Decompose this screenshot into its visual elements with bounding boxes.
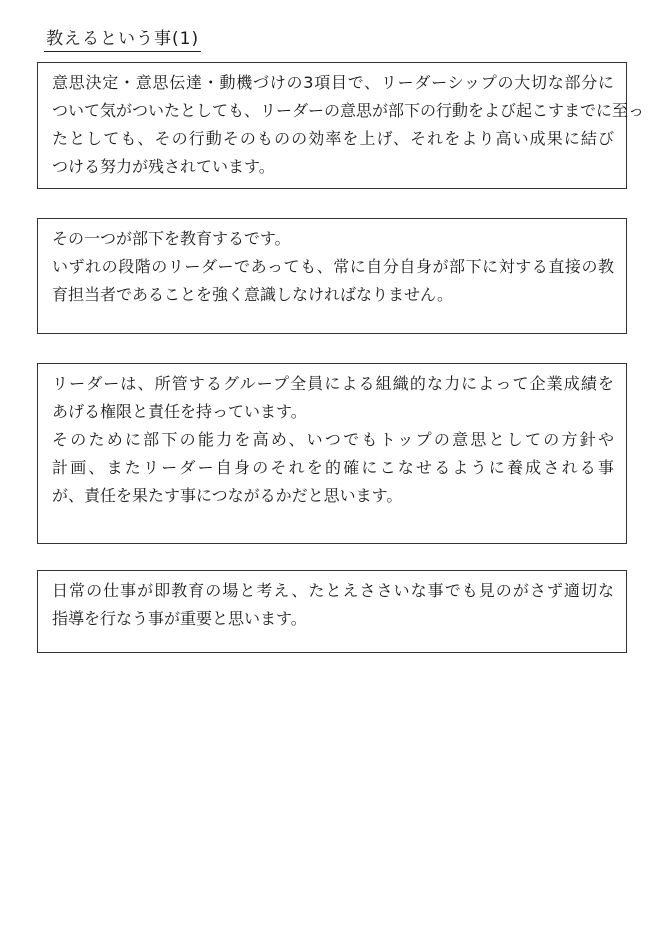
text-line: 計画、またリーダー自身のそれを的確にこなせるように養成される事 — [52, 458, 614, 477]
text-box-2 — [37, 218, 627, 334]
text-box-1 — [37, 62, 645, 189]
text-line: が、責任を果たす事につながるかだと思います。 — [52, 486, 403, 505]
text-line: 育担当者であることを強く意識しなければなりません。 — [52, 285, 453, 304]
text-line: いずれの段階のリーダーであっても、常に自分自身が部下に対する直接の教 — [52, 257, 614, 276]
text-line: 日常の仕事が即教育の場と考え、たとえささいな事でも見のがさず適切な — [52, 581, 614, 600]
text-line: 意思決定・意思伝達・動機づけの3項目で、リーダーシップの大切な部分に — [52, 73, 614, 92]
text-box-3 — [37, 363, 627, 544]
text-line: ついて気がついたとしても、リーダーの意思が部下の行動をよび起こすまでに至っ — [52, 101, 645, 120]
text-line: つける努力が残されています。 — [52, 157, 275, 176]
text-line: 指導を行なう事が重要と思います。 — [52, 609, 307, 628]
text-box-4 — [37, 570, 627, 653]
text-line: あげる権限と責任を持っています。 — [52, 402, 307, 421]
text-line: その一つが部下を教育するです。 — [52, 229, 291, 248]
text-line: そのために部下の能力を高め、いつでもトップの意思としての方針や — [52, 430, 614, 449]
text-line: リーダーは、所管するグループ全員による組織的な力によって企業成績を — [52, 374, 614, 393]
text-line: たとしても、その行動そのものの効率を上げ、それをより高い成果に結び — [52, 129, 614, 148]
document-title: 教えるという事(1) — [44, 24, 201, 52]
